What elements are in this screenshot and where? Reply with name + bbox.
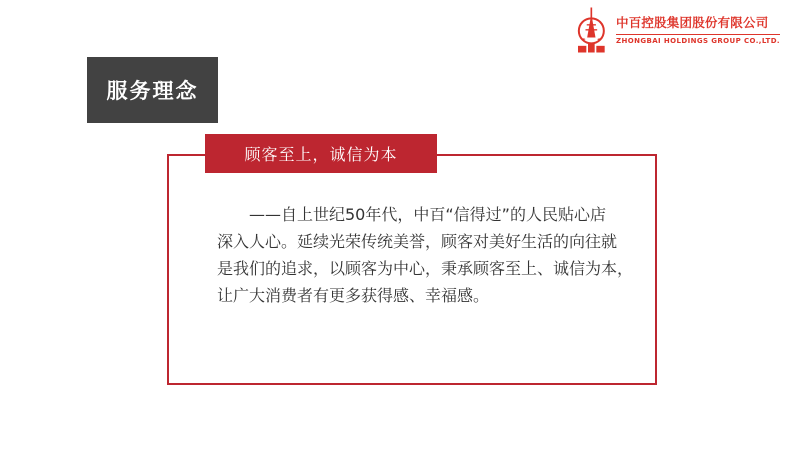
- company-name-zh: 中百控股集团股份有限公司: [616, 15, 769, 30]
- paragraph-line: ——自上世纪50年代，中百“信得过”的人民贴心店: [249, 205, 606, 224]
- tower-icon: [573, 5, 613, 55]
- company-name-en: ZHONGBAI HOLDINGS GROUP CO.,LTD.: [616, 37, 780, 46]
- slogan-banner: [205, 134, 437, 173]
- body-paragraph: [217, 201, 634, 309]
- section-title: 服务理念: [106, 79, 199, 103]
- company-logo: [573, 5, 780, 55]
- paragraph-line: 是我们的追求，以顾客为中心，秉承顾客至上、诚信为本，: [217, 259, 634, 278]
- paragraph-line: 深入人心。延续光荣传统美誉，顾客对美好生活的向往就: [217, 232, 618, 251]
- logo-text-block: [616, 5, 780, 45]
- slogan-banner-label: 顾客至上，诚信为本: [244, 145, 398, 164]
- logo-divider-rule: [616, 34, 780, 36]
- paragraph-line: 让广大消费者有更多获得感、幸福感。: [217, 286, 490, 305]
- section-title-box: [87, 57, 218, 123]
